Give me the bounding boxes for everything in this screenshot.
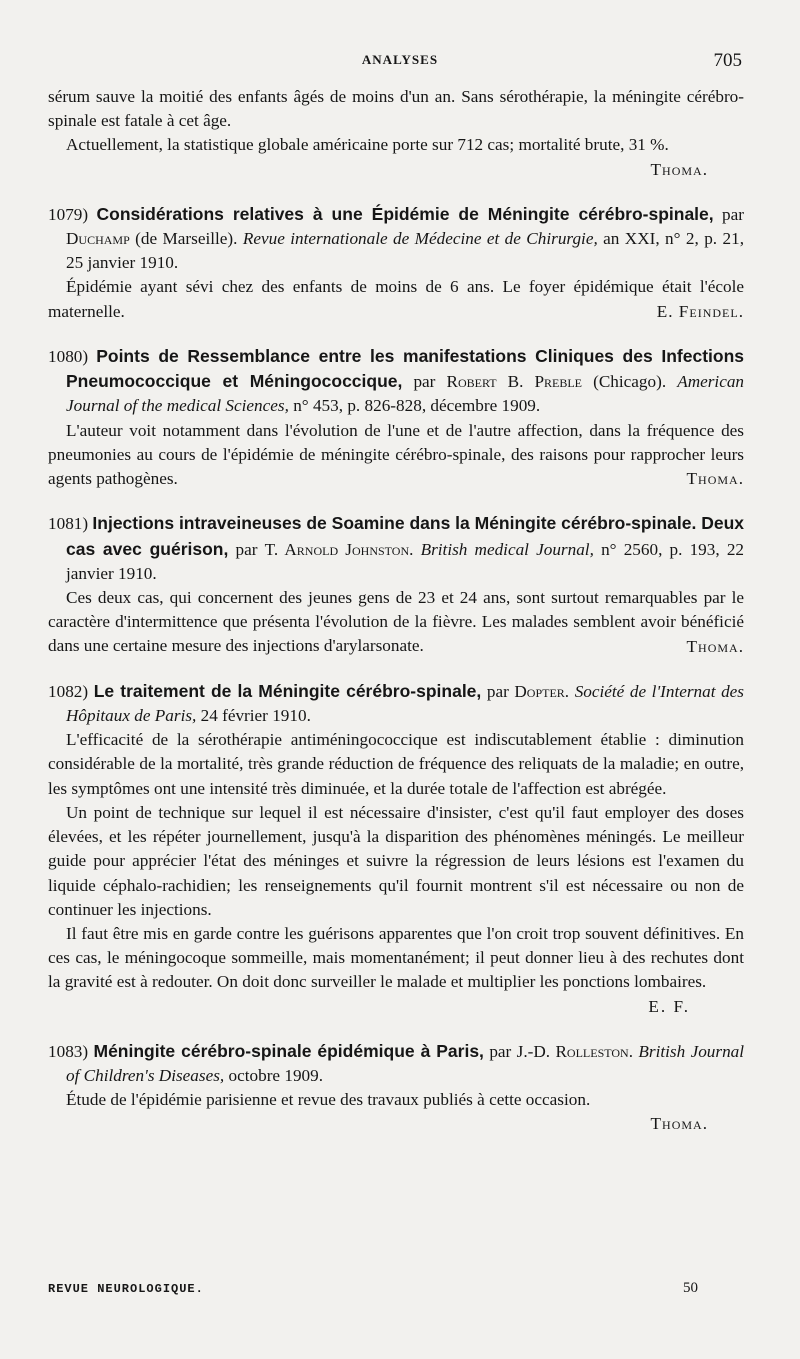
entry-citation: an XXI, n° 2, p. 21, 25 janvier 1910. bbox=[66, 229, 744, 273]
body-text bbox=[48, 85, 744, 1137]
entry-author: Robert B. Preble bbox=[446, 372, 583, 392]
entry-paragraph: L'efficacité de la sérothérapie antiméningococcique est indiscutablement établie : diminution considérable de la mortalité, très grande réduction de fréquence des reliquats de la maladie; en outre, les symptômes ont une intensité très diminuée, et la durée totale de l'affection est abrégée. bbox=[48, 730, 744, 798]
entry-body: Étude de l'épidémie parisienne et revue des travaux publiés à cette occasion. bbox=[66, 1090, 591, 1110]
entry-heading bbox=[48, 202, 744, 276]
entry-number: 1083) bbox=[48, 1041, 89, 1061]
page-footer bbox=[48, 1282, 748, 1302]
entry-signature: Thoma. bbox=[686, 636, 744, 656]
intro-signature: Thoma. bbox=[650, 159, 708, 179]
entry-heading bbox=[48, 344, 744, 419]
entry-author: Dopter. bbox=[514, 681, 570, 701]
author-suffix: (Chicago). bbox=[593, 372, 667, 392]
abstract-entry-1081 bbox=[48, 511, 744, 658]
intro-paragraph-2-text: Actuellement, la statistique globale américaine porte sur 712 cas; mortalité brute, 31 %. bbox=[66, 135, 669, 155]
entry-signature: Thoma. bbox=[686, 469, 744, 489]
entry-author: T. Arnold Johnston. bbox=[264, 539, 414, 559]
entry-author: J.-D. Rolleston. bbox=[516, 1041, 633, 1061]
entry-citation: 24 février 1910. bbox=[200, 706, 311, 726]
entry-author: Duchamp bbox=[66, 229, 130, 249]
sheet-number: 50 bbox=[683, 1280, 698, 1296]
entry-citation: n° 2560, p. 193, 22 janvier 1910. bbox=[66, 539, 745, 583]
author-prefix: par bbox=[722, 204, 744, 224]
entry-heading bbox=[48, 679, 744, 728]
intro-paragraph-2 bbox=[48, 133, 744, 179]
abstract-entry-1082 bbox=[48, 679, 744, 1019]
entry-body: Épidémie ayant sévi chez des enfants de moins de 6 ans. Le foyer épidémique était l'école maternelle. bbox=[48, 277, 744, 321]
entry-number: 1081) bbox=[48, 514, 89, 534]
entry-source: American Journal of the medical Sciences, bbox=[66, 372, 745, 416]
entry-signature: E. Feindel. bbox=[656, 301, 744, 321]
page-header bbox=[0, 50, 800, 74]
entry-source: Société de l'Internat des Hôpitaux de Paris, bbox=[66, 681, 744, 726]
entry-title: Le traitement de la Méningite cérébro-spinale, bbox=[93, 680, 482, 701]
page-number: 705 bbox=[713, 50, 742, 71]
author-prefix: par bbox=[489, 1041, 512, 1061]
entry-number: 1079) bbox=[48, 204, 89, 224]
entry-number: 1082) bbox=[48, 681, 89, 701]
abstract-entry-1079 bbox=[48, 202, 744, 324]
entry-source: British medical Journal, bbox=[420, 539, 594, 559]
entry-body: L'auteur voit notamment dans l'évolution de l'une et de l'autre affection, dans la fréquence des pneumonies au cours de l'épidémie de méningite cérébro-spinale, des raisons pour rapprocher leurs agents pathogènes. bbox=[48, 420, 744, 489]
author-suffix: (de Marseille). bbox=[135, 229, 238, 249]
entry-title: Injections intraveineuses de Soamine dans la Méningite cérébro-spinale. Deux cas avec guérison, bbox=[66, 513, 744, 559]
entry-citation: octobre 1909. bbox=[228, 1065, 324, 1085]
entry-source: Revue internationale de Médecine et de Chirurgie, bbox=[242, 229, 598, 249]
abstract-entry-1083 bbox=[48, 1039, 744, 1137]
journal-name: REVUE NEUROLOGIQUE. bbox=[48, 1282, 204, 1296]
entry-citation: n° 453, p. 826-828, décembre 1909. bbox=[293, 396, 541, 416]
entry-number: 1080) bbox=[48, 347, 89, 367]
entry-paragraph: Un point de technique sur lequel il est nécessaire d'insister, c'est qu'il faut employer des doses élevées, et les répéter journellement, jusqu'à la disparition des phénomènes méningés. Le meilleur guide pour apprécier l'état des méninges et suivre la régression de leurs lésions est l'examen du liquide céphalo-rachidien; les renseignements qu'il fournit montrent s'il est nécessaire ou non de continuer les injections. bbox=[48, 802, 744, 919]
entry-title: Méningite cérébro-spinale épidémique à Paris, bbox=[93, 1040, 484, 1061]
author-prefix: par bbox=[486, 681, 509, 701]
entry-signature: Thoma. bbox=[650, 1114, 708, 1134]
entry-heading bbox=[48, 1039, 744, 1088]
entry-title: Considérations relatives à une Épidémie de Méningite cérébro-spinale, bbox=[96, 203, 714, 224]
author-prefix: par bbox=[413, 372, 436, 392]
author-prefix: par bbox=[235, 539, 258, 559]
abstract-entry-1080 bbox=[48, 344, 744, 491]
intro-paragraph-1: sérum sauve la moitié des enfants âgés de moins d'un an. Sans sérothérapie, la méningite cérébro-spinale est fatale à cet âge. bbox=[48, 87, 744, 131]
running-title: ANALYSES bbox=[361, 52, 439, 67]
entry-heading bbox=[48, 511, 744, 586]
entry-signature: E. F. bbox=[648, 996, 690, 1016]
entry-title: Points de Ressemblance entre les manifestations Cliniques des Infections Pneumococcique et Méningococcique, bbox=[66, 346, 745, 392]
entry-body: Ces deux cas, qui concernent des jeunes gens de 23 et 24 ans, sont surtout remarquables par le caractère d'intermittence que présenta l'évolution de la fièvre. Les malades semblent avoir bénéficié dans une certaine mesure des injections d'arylarsonate. bbox=[48, 588, 744, 656]
entry-paragraph: Il faut être mis en garde contre les guérisons apparentes que l'on croit trop souvent définitives. En ces cas, le méningocoque sommeille, mais momentanément; il peut donner lieu à des rechutes dont la gravité est à redouter. On doit donc surveiller le malade et multiplier les ponctions lombaires. bbox=[48, 923, 744, 992]
entry-source: British Journal of Children's Diseases, bbox=[66, 1041, 745, 1085]
